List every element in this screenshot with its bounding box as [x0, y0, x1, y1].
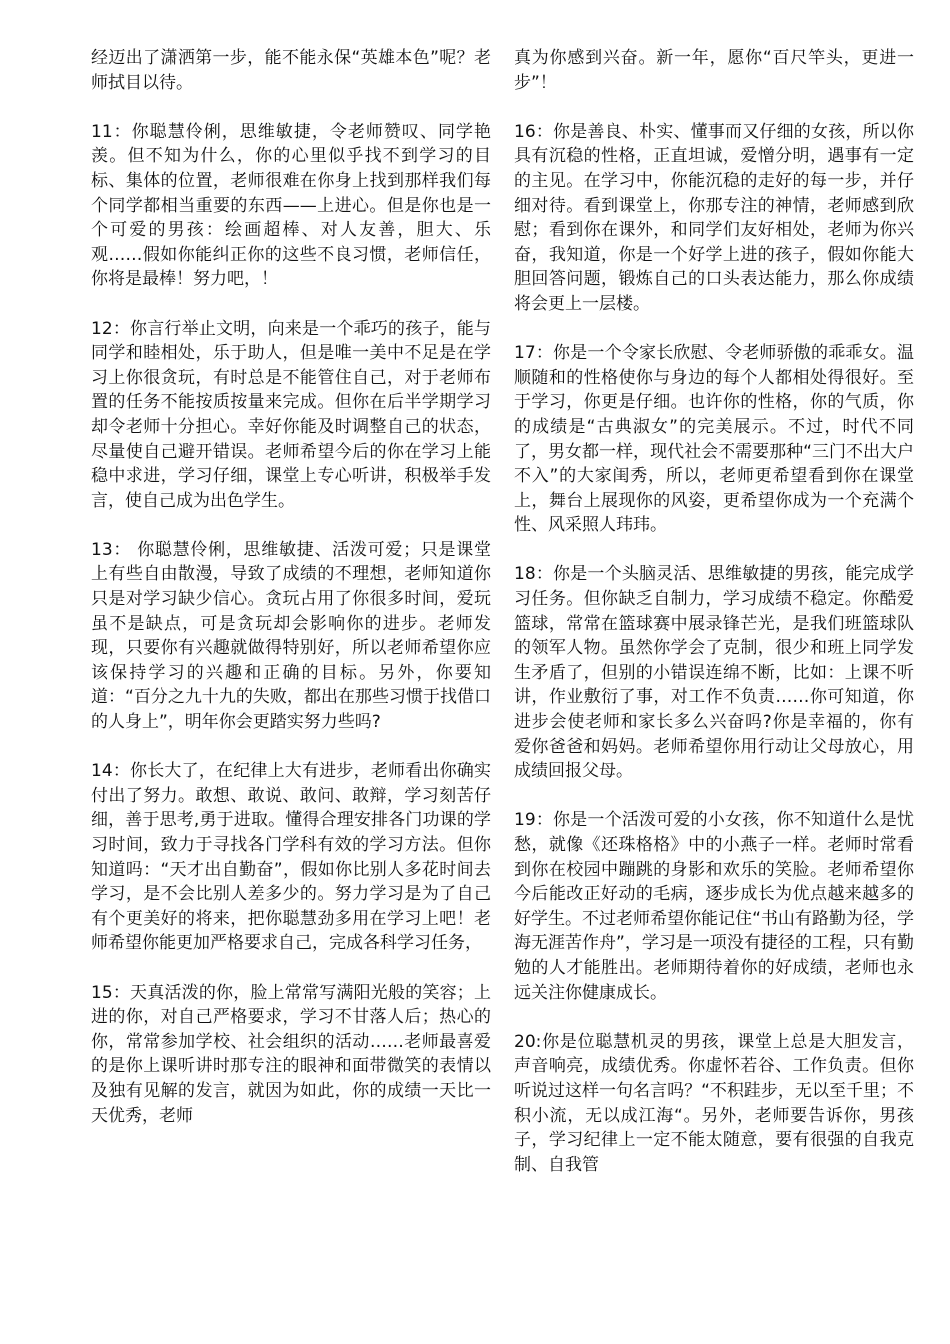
- comment-paragraph: 19：你是一个活泼可爱的小女孩，你不知道什么是忧愁，就像《还珠格格》中的小燕子一样。老师时常看到你在校园中蹦跳的身影和欢乐的笑脸。老师希望你今后能改正好动的毛病，逐步成长为优点越来越多的好学生。不过老师希望你能记住“书山有路勤为径，学海无涯苦作舟”，学习是一项没有捷径的工程，只有勤勉的人才能胜出。老师期待着你的好成绩，老师也永远关注你健康成长。: [514, 810, 914, 1003]
- comment-paragraph: 18：你是一个头脑灵活、思维敏捷的男孩，能完成学习任务。但你缺乏自制力，学习成绩不稳定。你酷爱篮球，常常在篮球赛中展录锋芒光，是我们班篮球队的领军人物。虽然你学会了克制，很少和班上同学发生矛盾了，但别的小错误连绵不断，比如：上课不听讲，作业敷衍了事，对工作不负责……你可知道，你进步会使老师和家长多么兴奋吗?你是幸福的，你有爱你爸爸和妈妈。老师希望你用行动让父母放心，用成绩回报父母。: [514, 564, 914, 782]
- comment-paragraph: 11：你聪慧伶俐，思维敏捷，令老师赞叹、同学艳羡。但不知为什么，你的心里似乎找不到学习的目标、集体的位置，老师很难在你身上找到那样我们每个同学都相当重要的东西——上进心。但是你也是一个可爱的男孩：绘画超棒、对人友善，胆大、乐观……假如你能纠正你的这些不良习惯，老师信任，你将是最棒！努力吧，！: [91, 121, 491, 290]
- comment-paragraph: 12：你言行举止文明，向来是一个乖巧的孩子，能与同学和睦相处，乐于助人，但是唯一美中不足是在学习上你很贪玩，有时总是不能管住自己，对于老师布置的任务不能按质按量来完成。但你在后半学期学习却令老师十分担心。幸好你能及时调整自己的状态，尽量使自己避开错误。老师希望今后的你在学习上能稳中求进，学习仔细，课堂上专心听讲，积极举手发言，使自己成为出色学生。: [91, 318, 491, 511]
- right-column: [514, 46, 914, 1202]
- comment-paragraph: 20:你是位聪慧机灵的男孩，课堂上总是大胆发言，声音响亮，成绩优秀。你虚怀若谷、工作负责。但你听说过这样一句名言吗？“不积跬步，无以至千里；不积小流，无以成江海“。另外，老师要告诉你，男孩子，学习纪律上一定不能太随意，要有很强的自我克制、自我管: [514, 1031, 914, 1175]
- comment-paragraph: 经迈出了潇洒第一步，能不能永保“英雄本色”呢？老师拭目以待。: [91, 48, 491, 93]
- comment-paragraph: 17：你是一个令家长欣慰、令老师骄傲的乖乖女。温顺随和的性格使你与身边的每个人都相处得很好。至于学习，你更是仔细。也许你的性格，你的气质，你的成绩是“古典淑女”的完美展示。不过，时代不同了，男女都一样，现代社会不需要那种“三门不出大户不入”的大家闺秀，所以，老师更希望看到你在课堂上，舞台上展现你的风姿，更希望你成为一个充满个性、风采照人玮玮。: [514, 343, 914, 536]
- comment-paragraph: 15：天真活泼的你，脸上常常写满阳光般的笑容；上进的你，对自己严格要求，学习不甘落人后；热心的你，常常参加学校、社会组织的活动……老师最喜爱的是你上课听讲时那专注的眼神和面带微笑的表情以及独有见解的发言，就因为如此，你的成绩一天比一天优秀，老师: [91, 982, 491, 1126]
- comment-paragraph: 16：你是善良、朴实、懂事而又仔细的女孩，所以你具有沉稳的性格，正直坦诚，爱憎分明，遇事有一定的主见。在学习中，你能沉稳的走好的每一步，并仔细对待。看到课堂上，你那专注的神情，老师感到欣慰；看到你在课外，和同学们友好相处，老师为你兴奋，我知道，你是一个好学上进的孩子，假如你能大胆回答问题，锻炼自己的口头表达能力，那么你成绩将会更上一层楼。: [514, 121, 914, 314]
- comment-paragraph: 13： 你聪慧伶俐，思维敏捷、活泼可爱；只是课堂上有些自由散漫，导致了成绩的不理想，老师知道你只是对学习缺少信心。贪玩占用了你很多时间，爱玩虽不是缺点，可是贪玩却会影响你的进步。老师发现，只要你有兴趣就做得特别好，所以老师希望你应该保持学习的兴趣和正确的目标。另外，你要知道：“百分之九十九的失败，都出在那些习惯于找借口的人身上”，明年你会更踏实努力些吗?: [91, 539, 491, 733]
- comment-paragraph: 14：你长大了，在纪律上大有进步，老师看出你确实付出了努力。敢想、敢说、敢问、敢辩，学习刻苦仔细，善于思考,勇于进取。懂得合理安排各门功课的学习时间，致力于寻找各门学科有效的学习方法。但你知道吗：“天才出自勤奋”，假如你比别人多花时间去学习，是不会比别人差多少的。努力学习是为了自己有个更美好的将来，把你聪慧劲多用在学习上吧！老师希望你能更加严格要求自己，完成各科学习任务，: [91, 761, 491, 954]
- left-column: [91, 46, 491, 1153]
- comment-paragraph: 真为你感到兴奋。新一年，愿你“百尺竿头，更进一步”！: [514, 48, 914, 93]
